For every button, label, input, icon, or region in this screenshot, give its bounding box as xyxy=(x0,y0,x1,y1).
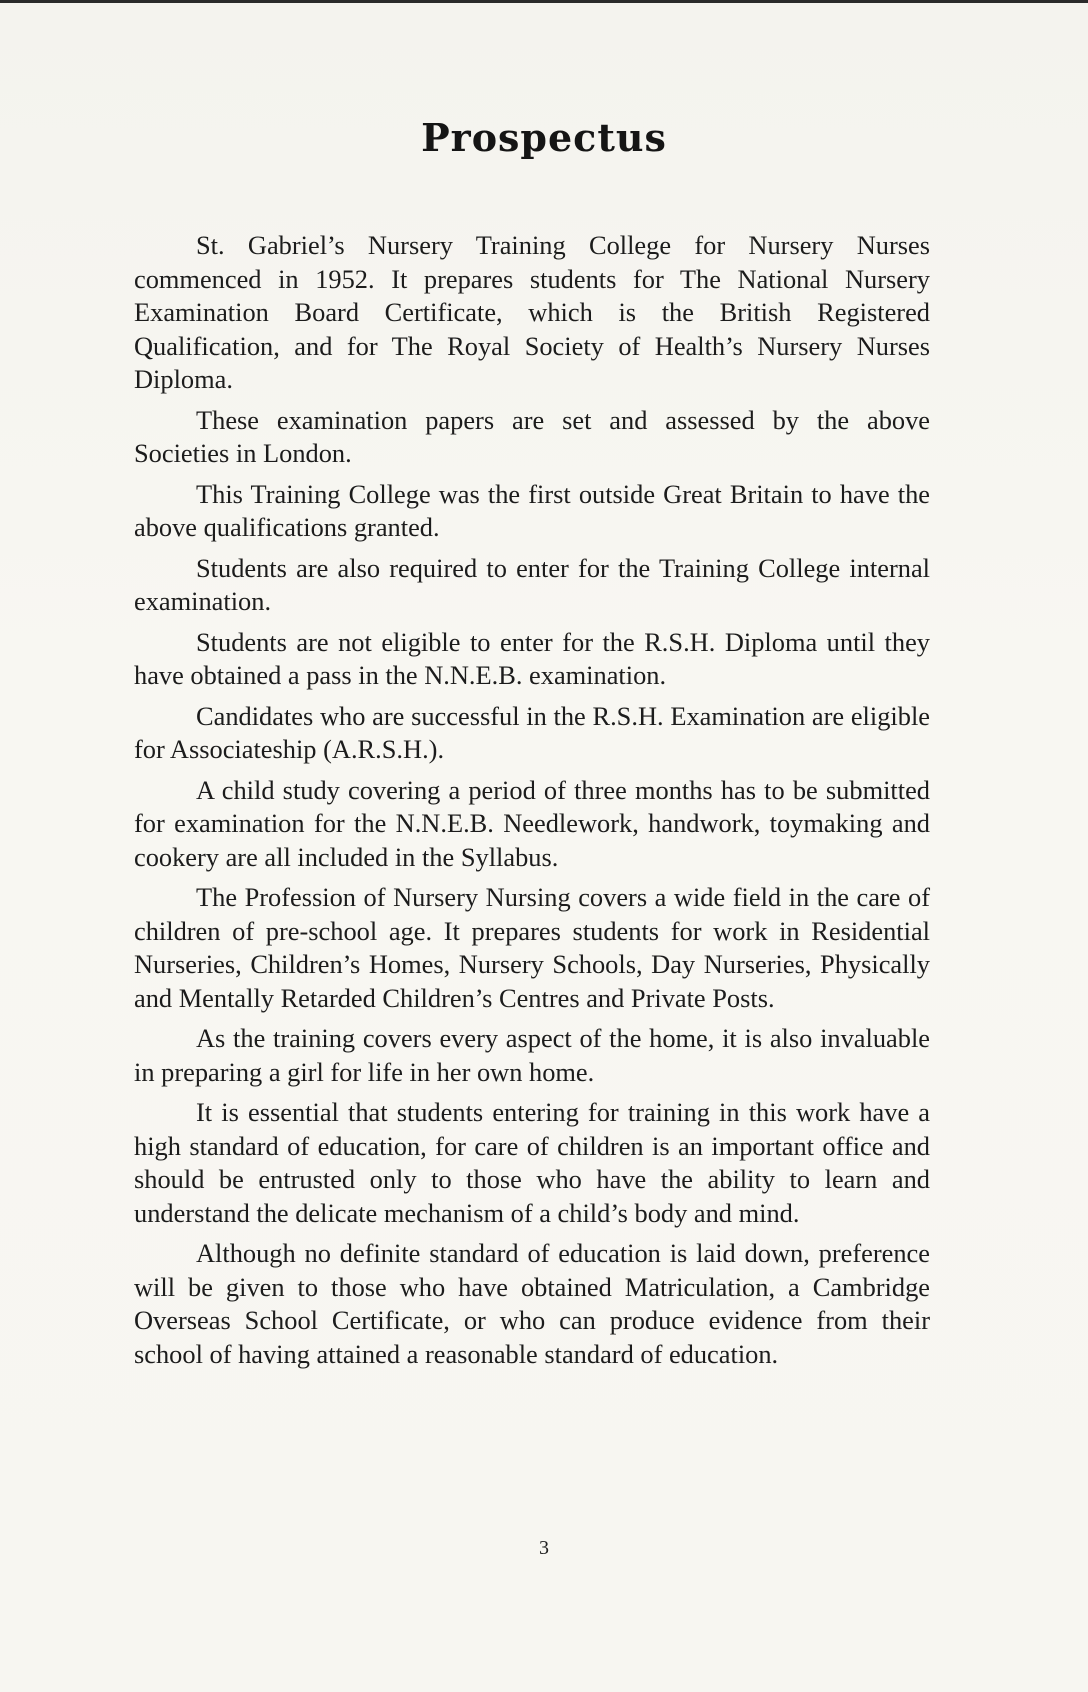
paragraph-7: A child study covering a period of three months has to be submitted for examination for the N.N.E.B. Needlework, handwork, toymaking and cookery are all included in the Syllabus. xyxy=(134,774,930,872)
paragraph-8: The Profession of Nursery Nursing covers a wide field in the care of children of pre-school age. It prepares students for work in Residential Nurseries, Children’s Homes, Nursery Schools, Day Nurseries, Physically and Mentally Retarded Children’s Centres and Private Posts. xyxy=(134,882,930,1013)
page-title: Prospectus xyxy=(421,115,667,160)
paragraph-3: This Training College was the first outside Great Britain to have the above qualifications granted. xyxy=(134,478,930,542)
paragraph-10: It is essential that students entering for training in this work have a high standard of education, for care of children is an important office and should be entrusted only to those who have the ability to learn and understand the delicate mechanism of a child’s body and mind. xyxy=(134,1097,930,1228)
paragraph-1: St. Gabriel’s Nursery Training College for Nursery Nurses commenced in 1952. It prepares students for The National Nursery Examination Board Certificate, which is the British Registered Qualification, and for The Royal Society of Health’s Nursery Nurses Diploma. xyxy=(134,230,930,394)
page-number: 3 xyxy=(539,1537,549,1559)
paragraph-6: Candidates who are successful in the R.S.H. Examination are eligible for Associateship (A.R.S.H.). xyxy=(134,700,930,764)
body-text xyxy=(134,229,930,1378)
paragraph-9: As the training covers every aspect of the home, it is also invaluable in preparing a girl for life in her own home. xyxy=(134,1023,930,1087)
paragraph-5: Students are not eligible to enter for the R.S.H. Diploma until they have obtained a pass in the N.N.E.B. examination. xyxy=(134,626,930,690)
paragraph-4: Students are also required to enter for the Training College internal examination. xyxy=(134,552,930,616)
paragraph-11: Although no definite standard of education is laid down, preference will be given to those who have obtained Matriculation, a Cambridge Overseas School Certificate, or who can produce evidence from their school of having attained a reasonable standard of education. xyxy=(134,1238,930,1369)
paragraph-2: These examination papers are set and assessed by the above Societies in London. xyxy=(134,404,930,468)
